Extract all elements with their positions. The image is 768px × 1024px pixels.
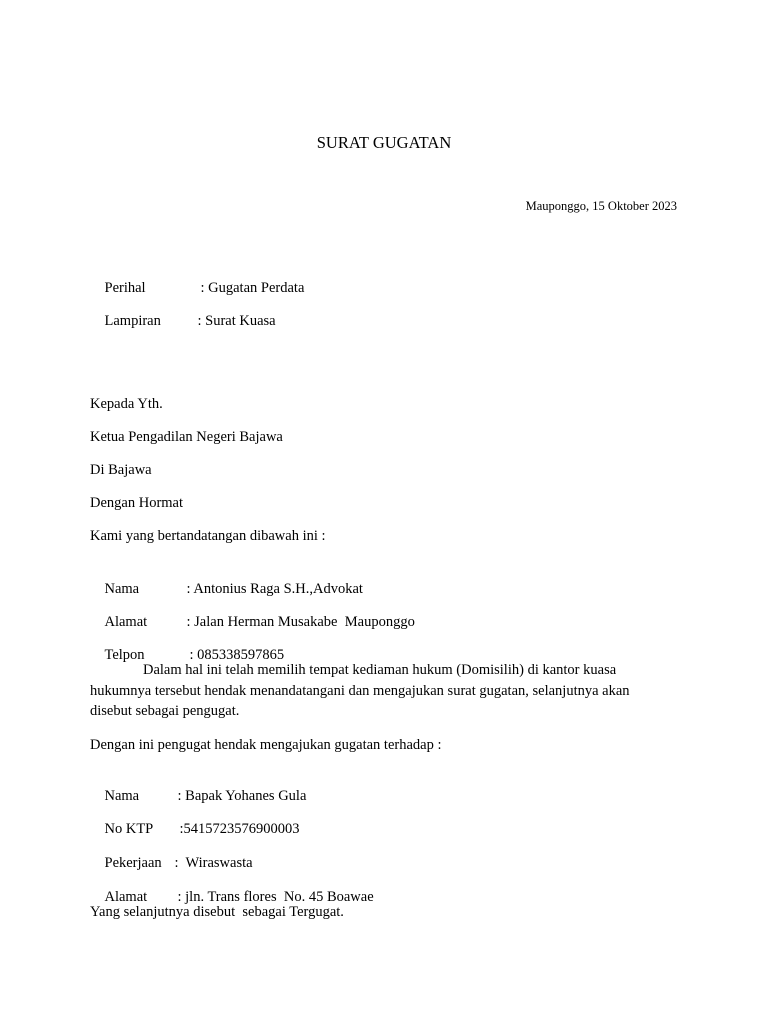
plaintiff-alamat-value: : Jalan Herman Musakabe Mauponggo bbox=[186, 614, 415, 630]
lampiran-value: : Surat Kuasa bbox=[197, 313, 276, 329]
domicile-line-2: hukumnya tersebut hendak menandatangani dan mengajukan surat gugatan, selanjutnya akan bbox=[90, 682, 630, 699]
defendant-pekerjaan-value: : Wiraswasta bbox=[174, 855, 253, 871]
plaintiff-alamat-label: Alamat bbox=[104, 614, 148, 630]
domicile-line-1 bbox=[90, 660, 680, 681]
intro-text: Kami yang bertandatangan dibawah ini : bbox=[90, 528, 326, 544]
plaintiff-telpon-label: Telpon bbox=[104, 647, 145, 663]
plaintiff-telpon-value: : 085338597865 bbox=[189, 647, 285, 663]
document-title: SURAT GUGATAN bbox=[316, 133, 452, 152]
defendant-ktp-value: :5415723576900003 bbox=[179, 821, 300, 837]
domicile-line-1-text: Dalam hal ini telah memilih tempat kediaman hukum (Domisilih) di kantor kuasa bbox=[143, 662, 617, 678]
perihal-label: Perihal bbox=[104, 280, 146, 296]
lampiran-row bbox=[90, 294, 276, 348]
closing-text: Yang selanjutnya disebut sebagai Tergugat. bbox=[90, 904, 344, 920]
defendant-alamat-value: : jln. Trans flores No. 45 Boawae bbox=[177, 889, 374, 905]
defendant-alamat-label: Alamat bbox=[104, 889, 148, 905]
domicile-line-3: disebut sebagai pengugat. bbox=[90, 703, 240, 719]
defendant-nama-label: Nama bbox=[104, 788, 140, 804]
perihal-value: : Gugatan Perdata bbox=[200, 280, 305, 296]
letter-date: Mauponggo, 15 Oktober 2023 bbox=[525, 199, 677, 213]
defendant-nama-value: : Bapak Yohanes Gula bbox=[177, 788, 307, 804]
recipient-greeting: Kepada Yth. bbox=[90, 396, 163, 412]
plaintiff-nama-value: : Antonius Raga S.H.,Advokat bbox=[186, 581, 363, 597]
defendant-pekerjaan-label: Pekerjaan bbox=[104, 855, 162, 871]
against-intro: Dengan ini pengugat hendak mengajukan gugatan terhadap : bbox=[90, 737, 442, 753]
recipient-addressee: Ketua Pengadilan Negeri Bajawa bbox=[90, 429, 283, 445]
domicile-paragraph bbox=[90, 660, 680, 722]
defendant-ktp-label: No KTP bbox=[104, 821, 154, 837]
plaintiff-nama-label: Nama bbox=[104, 581, 140, 597]
salutation: Dengan Hormat bbox=[90, 495, 184, 511]
lampiran-label: Lampiran bbox=[104, 313, 161, 329]
recipient-location: Di Bajawa bbox=[90, 462, 152, 478]
